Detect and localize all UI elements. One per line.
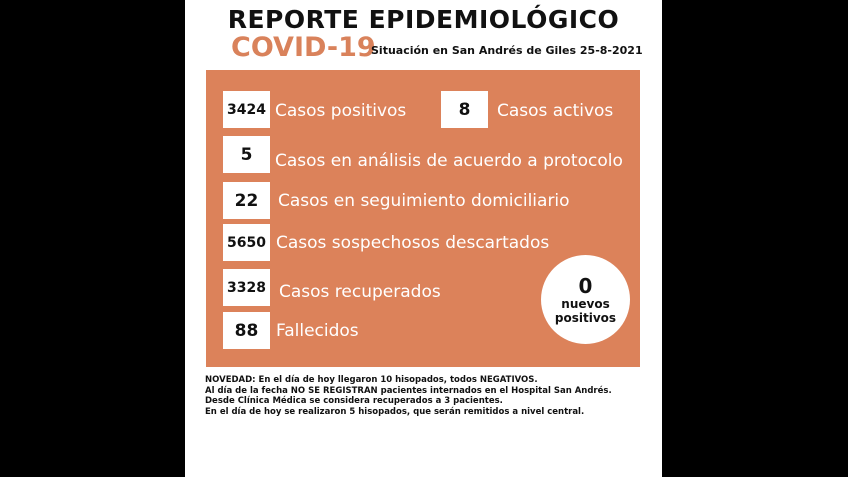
activos-value: 8: [441, 91, 488, 128]
positivos-value: 3424: [223, 91, 270, 128]
novedades-notes: [205, 375, 655, 417]
nuevos-value: 0: [578, 273, 593, 298]
note-line: Al día de la fecha NO SE REGISTRAN pacientes internados en el Hospital San Andrés.: [205, 385, 612, 396]
descartados-label: Casos sospechosos descartados: [276, 233, 550, 253]
positivos-label: Casos positivos: [275, 101, 407, 121]
analisis-value: 5: [223, 136, 270, 173]
analisis-label: Casos en análisis de acuerdo a protocolo: [275, 151, 623, 171]
recuperados-value: 3328: [223, 269, 270, 306]
report-card: [185, 0, 662, 477]
nuevos-positivos-badge: [541, 255, 630, 344]
covid-heading: COVID-19: [231, 32, 376, 63]
descartados-value: 5650: [223, 224, 270, 261]
nuevos-line2: positivos: [554, 310, 617, 325]
situation-line: Situación en San Andrés de Giles 25-8-2021: [371, 44, 643, 57]
nuevos-line1: nuevos: [561, 296, 610, 311]
fallecidos-label: Fallecidos: [276, 321, 359, 341]
stats-panel: [206, 70, 640, 367]
note-line: En el día de hoy se realizaron 5 hisopados, que serán remitidos a nivel central.: [205, 406, 585, 417]
seguimiento-label: Casos en seguimiento domiciliario: [278, 191, 570, 211]
recuperados-label: Casos recuperados: [279, 282, 441, 302]
fallecidos-value: 88: [223, 312, 270, 349]
seguimiento-value: 22: [223, 182, 270, 219]
report-title: REPORTE EPIDEMIOLÓGICO: [227, 5, 620, 34]
note-line: NOVEDAD: En el día de hoy llegaron 10 hisopados, todos NEGATIVOS.: [205, 375, 538, 385]
note-line: Desde Clínica Médica se considera recuperados a 3 pacientes.: [205, 396, 503, 406]
activos-label: Casos activos: [497, 101, 614, 121]
